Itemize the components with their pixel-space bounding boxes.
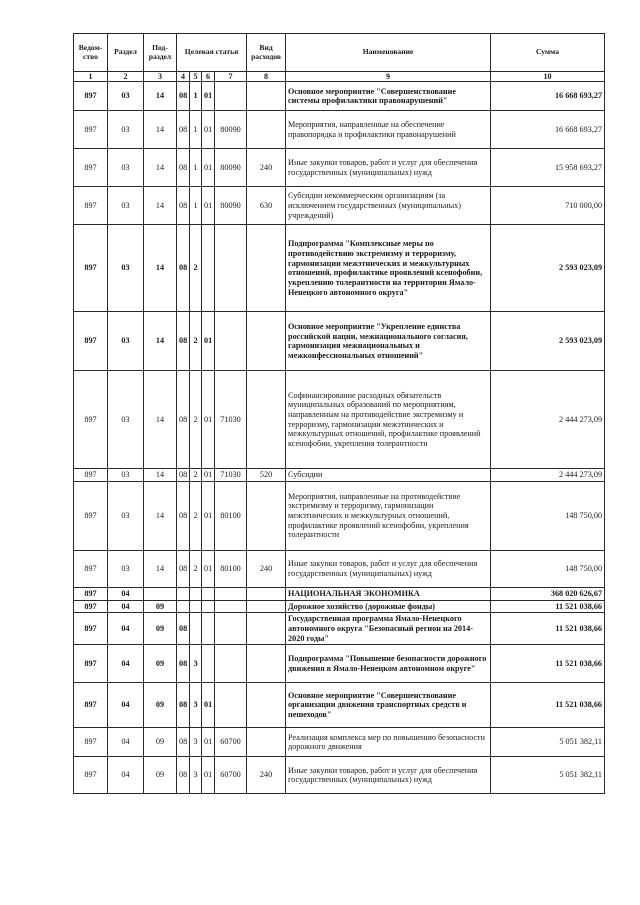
cell-vid-rashodov (247, 645, 286, 683)
cell-cs-subprogram: 3 (190, 728, 202, 757)
cell-vedomstvo: 897 (74, 469, 108, 482)
cell-cs-program: 08 (177, 728, 190, 757)
header-vid-rashodov: Вид расходов (247, 34, 286, 72)
cell-podrazdel: 14 (144, 312, 177, 371)
cell-cs-subprogram: 1 (190, 82, 202, 111)
cell-razdel: 03 (108, 371, 144, 469)
cell-podrazdel (144, 587, 177, 600)
cell-podrazdel: 09 (144, 683, 177, 728)
cell-vedomstvo: 897 (74, 645, 108, 683)
cell-vid-rashodov (247, 613, 286, 645)
cell-cs-event: 01 (202, 550, 215, 587)
header-summa: Сумма (491, 34, 605, 72)
cell-cs-direction: 60700 (215, 757, 247, 794)
cell-cs-event: 01 (202, 728, 215, 757)
budget-table (73, 33, 605, 794)
cell-vid-rashodov (247, 312, 286, 371)
cell-razdel: 03 (108, 481, 144, 550)
cell-podrazdel: 14 (144, 111, 177, 149)
cell-naimenovanie: Иные закупки товаров, работ и услуг для обеспечения государственных (муниципальных) нужд (286, 550, 491, 587)
table-row (74, 111, 605, 149)
cell-cs-event: 01 (202, 371, 215, 469)
table-row (74, 757, 605, 794)
cell-cs-program: 08 (177, 312, 190, 371)
cell-vid-rashodov: 240 (247, 550, 286, 587)
cell-vid-rashodov: 240 (247, 757, 286, 794)
cell-vid-rashodov: 240 (247, 149, 286, 187)
cell-podrazdel: 14 (144, 550, 177, 587)
cell-cs-program: 08 (177, 371, 190, 469)
cell-razdel: 04 (108, 757, 144, 794)
cell-cs-subprogram: 2 (190, 225, 202, 312)
cell-cs-event: 01 (202, 149, 215, 187)
cell-podrazdel: 14 (144, 225, 177, 312)
cell-podrazdel: 09 (144, 645, 177, 683)
cell-summa: 15 958 693,27 (491, 149, 605, 187)
header-naimenovanie: Наименование (286, 34, 491, 72)
cell-cs-program: 08 (177, 613, 190, 645)
cell-cs-program (177, 600, 190, 613)
header-podrazdel: Под- раздел (144, 34, 177, 72)
table-row (74, 469, 605, 482)
cell-cs-direction: 71030 (215, 469, 247, 482)
cell-podrazdel: 14 (144, 149, 177, 187)
cell-vid-rashodov (247, 111, 286, 149)
cell-cs-direction: 60700 (215, 728, 247, 757)
column-number: 3 (144, 72, 177, 82)
cell-cs-event: 01 (202, 481, 215, 550)
cell-razdel: 04 (108, 645, 144, 683)
cell-cs-direction (215, 82, 247, 111)
table-row (74, 728, 605, 757)
table-row (74, 82, 605, 111)
cell-cs-direction (215, 225, 247, 312)
cell-cs-direction (215, 645, 247, 683)
cell-razdel: 03 (108, 82, 144, 111)
column-number: 1 (74, 72, 108, 82)
cell-summa: 11 521 038,66 (491, 645, 605, 683)
cell-cs-event (202, 225, 215, 312)
cell-summa: 5 051 382,11 (491, 757, 605, 794)
table-row (74, 225, 605, 312)
cell-vedomstvo: 897 (74, 111, 108, 149)
column-number: 6 (202, 72, 215, 82)
cell-cs-direction (215, 587, 247, 600)
table-row (74, 550, 605, 587)
cell-razdel: 03 (108, 187, 144, 225)
column-number-row (74, 72, 605, 82)
table-row (74, 683, 605, 728)
cell-cs-direction (215, 683, 247, 728)
cell-summa: 148 750,00 (491, 481, 605, 550)
cell-naimenovanie: Иные закупки товаров, работ и услуг для обеспечения государственных (муниципальных) нужд (286, 149, 491, 187)
table-row (74, 149, 605, 187)
cell-podrazdel: 14 (144, 82, 177, 111)
cell-vedomstvo: 897 (74, 225, 108, 312)
cell-vid-rashodov (247, 225, 286, 312)
cell-summa: 710 000,00 (491, 187, 605, 225)
cell-razdel: 03 (108, 550, 144, 587)
cell-vedomstvo: 897 (74, 613, 108, 645)
cell-cs-direction (215, 600, 247, 613)
cell-cs-program: 08 (177, 757, 190, 794)
cell-vedomstvo: 897 (74, 600, 108, 613)
cell-cs-subprogram: 2 (190, 371, 202, 469)
cell-vedomstvo: 897 (74, 683, 108, 728)
cell-naimenovanie: Субсидии (286, 469, 491, 482)
header-celevaya-statya: Целевая статья (177, 34, 247, 72)
cell-razdel: 04 (108, 683, 144, 728)
header-razdel: Раздел (108, 34, 144, 72)
cell-podrazdel: 09 (144, 600, 177, 613)
cell-cs-subprogram: 2 (190, 550, 202, 587)
cell-vid-rashodov (247, 82, 286, 111)
cell-razdel: 04 (108, 728, 144, 757)
cell-podrazdel: 09 (144, 613, 177, 645)
cell-naimenovanie: Государственная программа Ямало-Ненецкого автономного округа "Безопасный регион на 2014-2020 годы" (286, 613, 491, 645)
cell-vedomstvo: 897 (74, 757, 108, 794)
cell-cs-subprogram (190, 600, 202, 613)
table-row (74, 587, 605, 600)
cell-cs-direction: 80100 (215, 550, 247, 587)
cell-vedomstvo: 897 (74, 149, 108, 187)
cell-razdel: 04 (108, 587, 144, 600)
cell-cs-program: 08 (177, 481, 190, 550)
cell-cs-direction (215, 613, 247, 645)
cell-summa: 11 521 038,66 (491, 683, 605, 728)
cell-cs-event (202, 645, 215, 683)
cell-cs-program: 08 (177, 683, 190, 728)
cell-cs-direction (215, 312, 247, 371)
cell-cs-event: 01 (202, 111, 215, 149)
cell-cs-direction: 80090 (215, 111, 247, 149)
cell-cs-event: 01 (202, 312, 215, 371)
cell-vid-rashodov (247, 683, 286, 728)
table-row (74, 312, 605, 371)
cell-cs-event: 01 (202, 82, 215, 111)
cell-podrazdel: 09 (144, 757, 177, 794)
cell-cs-program: 08 (177, 111, 190, 149)
table-row (74, 371, 605, 469)
cell-razdel: 03 (108, 111, 144, 149)
cell-cs-program: 08 (177, 149, 190, 187)
cell-summa: 148 750,00 (491, 550, 605, 587)
cell-cs-program: 08 (177, 550, 190, 587)
cell-cs-program: 08 (177, 187, 190, 225)
cell-cs-event: 01 (202, 683, 215, 728)
cell-cs-subprogram (190, 587, 202, 600)
cell-summa: 11 521 038,66 (491, 600, 605, 613)
cell-summa: 2 444 273,09 (491, 371, 605, 469)
cell-naimenovanie: Подпрограмма "Повышение безопасности дорожного движения в Ямало-Ненецком автономном округе" (286, 645, 491, 683)
cell-vid-rashodov (247, 481, 286, 550)
cell-summa: 5 051 382,11 (491, 728, 605, 757)
cell-vedomstvo: 897 (74, 481, 108, 550)
table-row (74, 187, 605, 225)
cell-naimenovanie: Основное мероприятие "Укрепление единства российской нации, межнационального согласия, гармонизация межнациональных и межконфессиональных отношений" (286, 312, 491, 371)
cell-cs-subprogram: 1 (190, 149, 202, 187)
cell-razdel: 03 (108, 469, 144, 482)
cell-cs-subprogram: 1 (190, 187, 202, 225)
column-number: 7 (215, 72, 247, 82)
cell-cs-program: 08 (177, 82, 190, 111)
cell-cs-subprogram: 1 (190, 111, 202, 149)
column-number: 5 (190, 72, 202, 82)
cell-podrazdel: 14 (144, 187, 177, 225)
cell-naimenovanie: Софинансирование расходных обязательств муниципальных образований по мероприятиям, направленным на противодействие экстремизму и терроризму, гармонизации межэтнических и межкультурных отношений, профилактике проявлений ксенофобии, укрепления толерантности (286, 371, 491, 469)
cell-cs-subprogram (190, 613, 202, 645)
table-row (74, 613, 605, 645)
cell-razdel: 03 (108, 149, 144, 187)
cell-naimenovanie: Основное мероприятие "Совершенствование организации движения транспортных средств и пешеходов" (286, 683, 491, 728)
cell-cs-direction: 80090 (215, 149, 247, 187)
cell-cs-subprogram: 2 (190, 481, 202, 550)
cell-naimenovanie: Иные закупки товаров, работ и услуг для обеспечения государственных (муниципальных) нужд (286, 757, 491, 794)
cell-vedomstvo: 897 (74, 728, 108, 757)
cell-summa: 11 521 038,66 (491, 613, 605, 645)
cell-cs-subprogram: 3 (190, 683, 202, 728)
table-row (74, 600, 605, 613)
cell-cs-program: 08 (177, 469, 190, 482)
cell-cs-event (202, 587, 215, 600)
cell-naimenovanie: Реализация комплекса мер по повышению безопасности дорожного движения (286, 728, 491, 757)
cell-naimenovanie: Основное мероприятие "Совершенствование системы профилактики правонарушений" (286, 82, 491, 111)
cell-naimenovanie: Дорожное хозяйство (дорожные фонды) (286, 600, 491, 613)
cell-razdel: 04 (108, 600, 144, 613)
cell-cs-program: 08 (177, 225, 190, 312)
cell-naimenovanie: Мероприятия, направленные на противодействие экстремизму и терроризму, гармонизации межэтнических и межкультурных отношений, профилактике проявлений ксенофобии, укрепления толерантности (286, 481, 491, 550)
cell-cs-event: 01 (202, 187, 215, 225)
table-row (74, 645, 605, 683)
column-number: 2 (108, 72, 144, 82)
cell-summa: 2 444 273,09 (491, 469, 605, 482)
cell-cs-program: 08 (177, 645, 190, 683)
cell-cs-event: 01 (202, 757, 215, 794)
cell-summa: 368 020 626,67 (491, 587, 605, 600)
cell-podrazdel: 09 (144, 728, 177, 757)
cell-podrazdel: 14 (144, 371, 177, 469)
cell-podrazdel: 14 (144, 469, 177, 482)
cell-vid-rashodov (247, 600, 286, 613)
cell-cs-direction: 80100 (215, 481, 247, 550)
cell-razdel: 04 (108, 613, 144, 645)
column-number: 9 (286, 72, 491, 82)
cell-naimenovanie: Мероприятия, направленные на обеспечение правопорядка и профилактики правонарушений (286, 111, 491, 149)
cell-vedomstvo: 897 (74, 312, 108, 371)
cell-razdel: 03 (108, 312, 144, 371)
cell-summa: 16 668 693,27 (491, 82, 605, 111)
cell-cs-subprogram: 3 (190, 757, 202, 794)
cell-summa: 2 593 023,09 (491, 312, 605, 371)
column-number: 4 (177, 72, 190, 82)
cell-podrazdel: 14 (144, 481, 177, 550)
cell-vedomstvo: 897 (74, 371, 108, 469)
cell-cs-event (202, 613, 215, 645)
cell-naimenovanie: НАЦИОНАЛЬНАЯ ЭКОНОМИКА (286, 587, 491, 600)
cell-cs-subprogram: 2 (190, 469, 202, 482)
cell-razdel: 03 (108, 225, 144, 312)
cell-summa: 2 593 023,09 (491, 225, 605, 312)
cell-vid-rashodov (247, 587, 286, 600)
table-body (74, 82, 605, 794)
cell-cs-event (202, 600, 215, 613)
cell-naimenovanie: Субсидии некоммерческим организациям (за исключением государственных (муниципальных) учреждений) (286, 187, 491, 225)
cell-cs-event: 01 (202, 469, 215, 482)
cell-cs-program (177, 587, 190, 600)
cell-vid-rashodov: 630 (247, 187, 286, 225)
cell-vid-rashodov: 520 (247, 469, 286, 482)
cell-vedomstvo: 897 (74, 587, 108, 600)
cell-vedomstvo: 897 (74, 550, 108, 587)
cell-vedomstvo: 897 (74, 187, 108, 225)
cell-cs-subprogram: 2 (190, 312, 202, 371)
column-number: 8 (247, 72, 286, 82)
cell-cs-direction: 80090 (215, 187, 247, 225)
column-number: 10 (491, 72, 605, 82)
table-header-row (74, 34, 605, 72)
table-row (74, 481, 605, 550)
header-vedomstvo: Ведом- ство (74, 34, 108, 72)
cell-naimenovanie: Подпрограмма "Комплексные меры по противодействию экстремизму и терроризму, гармонизации межэтнических и межкультурных отношений, профилактике проявлений ксенофобии, укреплению толерантности на территории Ямало-Ненецкого автономного округа" (286, 225, 491, 312)
cell-summa: 16 668 693,27 (491, 111, 605, 149)
cell-vid-rashodov (247, 371, 286, 469)
cell-vid-rashodov (247, 728, 286, 757)
cell-vedomstvo: 897 (74, 82, 108, 111)
cell-cs-direction: 71030 (215, 371, 247, 469)
cell-cs-subprogram: 3 (190, 645, 202, 683)
